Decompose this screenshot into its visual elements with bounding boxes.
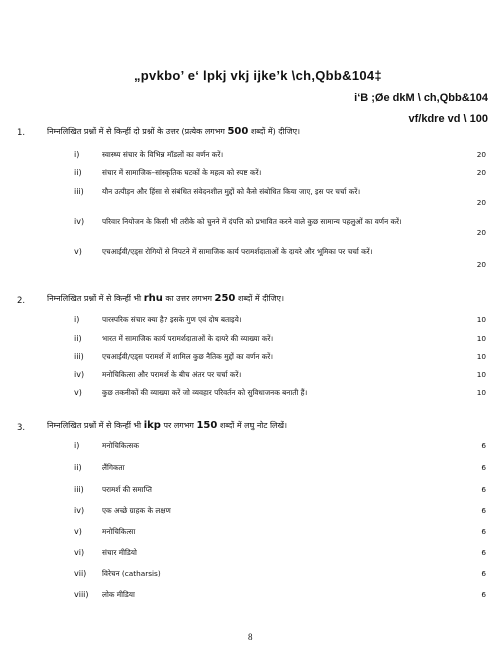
- subq-marks: 20: [476, 228, 486, 237]
- subq-number: iv): [74, 370, 85, 379]
- subq-text: लोक मीडिया: [102, 590, 135, 599]
- subq-text: यौन उत्पीड़न और हिंसा से संबंधित संवेदनशील मुद्दों को कैसे संबोधित किया जाए, इस पर चर्चा करें।: [102, 187, 361, 196]
- subq-text: परामर्श की समाप्ति: [102, 485, 152, 494]
- subq-marks: 20: [476, 260, 486, 269]
- subq-marks: 6: [481, 485, 486, 494]
- subq-number: i): [74, 441, 80, 450]
- subq-marks: 6: [481, 527, 486, 536]
- subq-number: i): [74, 150, 80, 159]
- subq-marks: 6: [481, 569, 486, 578]
- subq-text: परिवार नियोजन के किसी भी तरीके को चुनने में दंपत्ति को प्रभावित करने वाले कुछ सामान्य पहलुओं का वर्णन करें।: [102, 217, 402, 226]
- question-3-text: निम्नलिखित प्रश्नों में से किन्हीं भी ikp पर लगभग 150 शब्दों में लघु नोट लिखें।: [47, 420, 288, 431]
- subq-number: ii): [74, 463, 82, 472]
- subq-text: कुछ तकनीकों की व्याख्या करें जो व्यवहार परिवर्तन को सुविधाजनक बनाती हैं।: [102, 388, 308, 397]
- subq-number: iv): [74, 506, 85, 515]
- question-number: 3.: [17, 423, 26, 433]
- exam-title: „pvkbo’ e‘ lpkj vkj ijke’k \ch,Qbb&104‡: [134, 68, 382, 83]
- subq-text: संचार में सामाजिक–सांस्कृतिक घटकों के महत्व को स्पष्ट करें।: [102, 168, 262, 177]
- subq-marks: 6: [481, 548, 486, 557]
- page-number: 8: [248, 632, 253, 642]
- course-code: i‘B ;Øe dkM \ ch,Qbb&104: [354, 92, 488, 104]
- subq-marks: 6: [481, 463, 486, 472]
- subq-text: पारस्परिक संचार क्या है? इसके गुण एवं दोष बताइये।: [102, 315, 242, 324]
- subq-number: v): [74, 388, 82, 397]
- question-number: 2.: [17, 296, 26, 306]
- subq-number: ii): [74, 168, 82, 177]
- subq-text: स्वास्थ्य संचार के विभिन्न मॉडलों का वर्णन करें।: [102, 150, 224, 159]
- subq-text: भारत में सामाजिक कार्य परामर्शदाताओं के दायरे की व्याख्या करें।: [102, 334, 274, 343]
- subq-marks: 20: [476, 198, 486, 207]
- subq-text: एचआईवी/एड्स रोगियों से निपटने में सामाजिक कार्य परामर्शदाताओं के दायरे और भूमिका पर चर्चा करें।: [102, 247, 373, 256]
- subq-number: iv): [74, 217, 85, 226]
- subq-marks: 20: [476, 150, 486, 159]
- subq-number: v): [74, 527, 82, 536]
- subq-marks: 10: [476, 388, 486, 397]
- question-1-text: निम्नलिखित प्रश्नों में से किन्हीं दो प्रश्नों के उत्तर (प्रत्येक लगभग 500 शब्दों में) दीजिए।: [47, 126, 301, 137]
- subq-text: विरेचन (catharsis): [102, 569, 161, 578]
- subq-marks: 10: [476, 334, 486, 343]
- subq-marks: 10: [476, 315, 486, 324]
- subq-marks: 6: [481, 441, 486, 450]
- subq-number: vii): [74, 569, 87, 578]
- subq-text: मनोचिकित्सक: [102, 441, 139, 450]
- subq-marks: 10: [476, 370, 486, 379]
- question-number: 1.: [17, 128, 26, 138]
- subq-marks: 6: [481, 506, 486, 515]
- subq-text: एचआईवी/एड्स परामर्श में शामिल कुछ नैतिक मुद्दों का वर्णन करें।: [102, 352, 274, 361]
- subq-number: ii): [74, 334, 82, 343]
- subq-number: viii): [74, 590, 89, 599]
- subq-text: मनोचिकित्सा और परामर्श के बीच अंतर पर चर्चा करें।: [102, 370, 242, 379]
- subq-text: एक अच्छे ग्राहक के लक्षण: [102, 506, 171, 515]
- subq-number: iii): [74, 352, 84, 361]
- subq-marks: 6: [481, 590, 486, 599]
- subq-number: v): [74, 247, 82, 256]
- subq-text: संचार मीडियो: [102, 548, 137, 557]
- subq-number: vi): [74, 548, 85, 557]
- subq-number: iii): [74, 485, 84, 494]
- subq-marks: 20: [476, 168, 486, 177]
- max-marks: vf/kdre vd \ 100: [408, 113, 488, 125]
- subq-marks: 10: [476, 352, 486, 361]
- question-2-text: निम्नलिखित प्रश्नों में से किन्हीं भी rhu का उत्तर लगभग 250 शब्दों में दीजिए।: [47, 293, 284, 304]
- subq-number: iii): [74, 187, 84, 196]
- subq-text: मनोचिकित्सा: [102, 527, 136, 536]
- subq-number: i): [74, 315, 80, 324]
- subq-text: लैंगिकता: [102, 463, 125, 472]
